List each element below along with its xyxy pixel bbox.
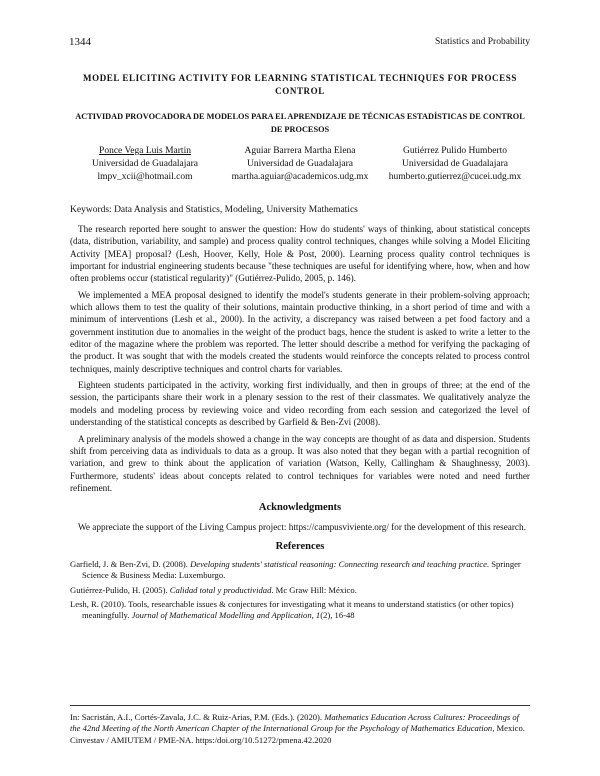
reference-item: Garfield, J. & Ben-Zvi, D. (2008). Developing students' statistical reasoning: Connecting research and teaching practice. Springer Science & Business Media: Luxemburgo. [70,559,521,581]
author-email: martha.aguiar@academicos.udg.mx [231,172,369,182]
author-name: Aguiar Barrera Martha Elena [244,146,356,156]
acknowledgments-text: We appreciate the support of the Living Campus project: https://campusviviente.org/ for the development of this research. [78,521,526,532]
citation-footer: In: Sacristán, A.I., Cortés-Zavala, J.C. & Ruiz-Arias, P.M. (Eds.). (2020). Mathematics Education Across Cultures: Proceedings of the 42nd Meeting of the North American Chapter of the International Group for the Psychology of Mathematics Education, Mexico. Cinvestav / AMIUTEM / PME-NA. https:/doi.org/10.51272/pmena.42.2020 [70,712,525,745]
paragraph: The research reported here sought to answer the question: How do students' ways of thinking, about statistical concepts (data, distribution, variability, and sample) and process quality control techniques, changes while solving a Model Eliciting Activity [MEA] proposal? (Lesh, Hoover, Kelly, Hole & Post, 2000). Learning process quality control techniques is important for industrial engineering students because "these techniques are useful for identifying where, how, when and how often problems occur (statistical regularity)" (Gutiérrez-Pulido, 2005, p. 146). [70,224,530,284]
author-email: humberto.gutierrez@cucei.udg.mx [388,172,522,182]
author-3 [380,145,530,184]
paper-title: MODEL ELICITING ACTIVITY FOR LEARNING STATISTICAL TECHNIQUES FOR PROCESS CONTROL [83,73,517,96]
author-affiliation: Universidad de Guadalajara [91,159,199,169]
author-1 [70,145,220,184]
keywords: Keywords: Data Analysis and Statistics, Modeling, University Mathematics [70,205,358,215]
reference-item: Lesh, R. (2010). Tools, researchable issues & conjectures for investigating what it means to understand statistics (or other topics) meaningfully. Journal of Mathematical Modelling and Application, 1(2), 16-48 [70,598,514,621]
paragraph: Eighteen students participated in the activity, working first individually, and then in groups of three; at the end of the session, the participants share their work in a plenary session to the rest of their classmates. We qualitatively analyze the models and modeling process by reviewing voice and video recording from each session and categorized the level of understanding of the statistical concepts as described by Garfield & Ben-Zvi (2008). [70,380,530,428]
footer-divider [70,705,530,706]
references-heading: References [275,540,325,552]
paragraph: We implemented a MEA proposal designed to identify the model's students generate in their problem-solving approach; which allows them to test the quality of their solutions, maintain productive thinking, in a short period of time and with a minimum of interventions (Lesh et al., 2000). In the activity, a discrepancy was raised between a pet food factory and a government institution due to anomalies in the weight of the product bags, hence the student is asked to write a letter to the editor of the magazine where the problem was reported. The letter should describe a method for verifying the packaging of the product. It was sought that with the models created the students would reinforce the concepts related to process control techniques, mainly descriptive techniques and control charts for variables. [70,289,530,374]
author-name: Ponce Vega Luis Martin [99,146,191,156]
paragraph: A preliminary analysis of the models showed a change in the way concepts are thought of as data and dispersion. Students shift from perceiving data as individuals to data as a group. It was also noted that they began with a partial recognition of variation, and grew to think about the application of variation (Watson, Kelly, Callingham & Shaughnessy, 2003). Furthermore, students' ideas about concepts related to control techniques for variables were noted and need further refinement. [70,433,530,493]
reference-item: Gutiérrez-Pulido, H. (2005). Calidad total y productividad. Mc Graw Hill: México. [70,584,357,595]
running-header: Statistics and Probability [435,37,530,47]
author-affiliation: Universidad de Guadalajara [246,159,354,169]
author-email: lmpv_xcii@hotmail.com [97,172,193,182]
author-affiliation: Universidad de Guadalajara [401,159,509,169]
paper-body [70,223,530,624]
author-block [70,145,530,184]
reference-list [70,559,530,621]
page-number: 1344 [69,36,91,48]
author-name: Gutiérrez Pulido Humberto [403,146,507,156]
paper-subtitle: ACTIVIDAD PROVOCADORA DE MODELOS PARA EL APRENDIZAJE DE TÉCNICAS ESTADÍSTICAS DE CONTROL DE PROCESOS [75,112,525,134]
author-2 [225,145,375,184]
acknowledgments-heading: Acknowledgments [258,502,342,514]
